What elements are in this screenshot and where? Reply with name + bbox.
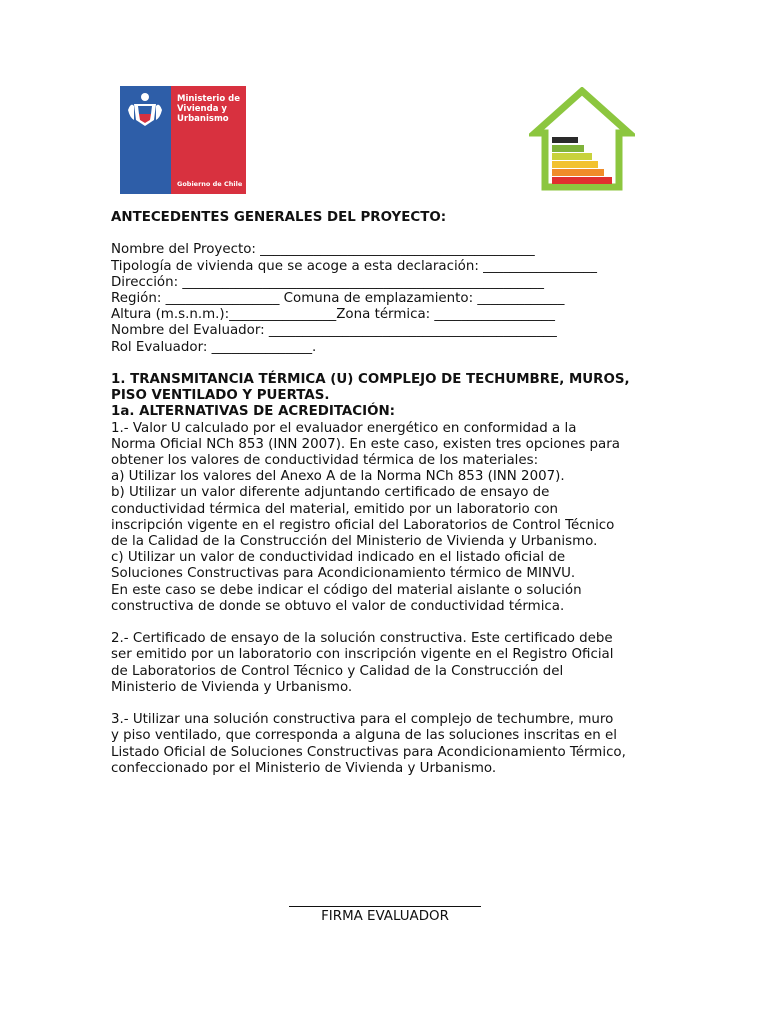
option-1-line: de la Calidad de la Construcción del Ministerio de Vivienda y Urbanismo.: [111, 534, 598, 550]
option-3-line: 3.- Utilizar una solución constructiva para el complejo de techumbre, muro: [111, 712, 614, 728]
field-evaluator-name: Nombre del Evaluador: ___________________________________________: [111, 323, 557, 339]
field-region-commune: Región: _________________ Comuna de emplazamiento: _____________: [111, 291, 565, 306]
option-3: [111, 712, 663, 777]
field-address: Dirección: ______________________________________________________: [111, 274, 544, 290]
option-2-line: de Laboratorios de Control Técnico y Calidad de la Construcción del: [111, 663, 564, 679]
option-2-line: Ministerio de Vivienda y Urbanismo.: [111, 679, 353, 695]
field-evaluator-role: Rol Evaluador: _______________.: [111, 339, 317, 355]
option-1-line: b) Utilizar un valor diferente adjuntando certificado de ensayo de: [111, 485, 550, 501]
option-1-line: Norma Oficial NCh 853 (INN 2007). En este caso, existen tres opciones para: [111, 436, 620, 452]
option-3-line: Listado Oficial de Soluciones Constructivas para Acondicionamiento Térmico,: [111, 744, 626, 760]
logo-blue-panel: [120, 86, 171, 194]
document-body: [111, 210, 663, 777]
field-housing-type: Tipología de vivienda que se acoge a esta declaración: _________________: [111, 258, 597, 274]
option-1-line: obtener los valores de conductividad térmica de los materiales:: [111, 453, 539, 469]
signature-line: [289, 906, 481, 907]
option-1-line: constructiva de donde se obtuvo el valor de conductividad térmica.: [111, 598, 565, 614]
heading-accreditation-alternatives: 1a. ALTERNATIVAS DE ACREDITACIÓN:: [111, 404, 396, 420]
option-1-line: c) Utilizar un valor de conductividad indicado en el listado oficial de: [111, 550, 566, 566]
option-1-line: 1.- Valor U calculado por el evaluador energético en conformidad a la: [111, 420, 577, 436]
option-3-line: confeccionado por el Ministerio de Vivienda y Urbanismo.: [111, 760, 497, 776]
logo-red-panel: [171, 86, 246, 194]
option-2: [111, 631, 663, 696]
section-title: ANTECEDENTES GENERALES DEL PROYECTO:: [111, 210, 447, 225]
signature-block: [289, 894, 481, 925]
option-1-line: Soluciones Constructivas para Acondicionamiento térmico de MINVU.: [111, 566, 576, 582]
option-1-line: En este caso se debe indicar el código del material aislante o solución: [111, 582, 582, 598]
ministry-logo: [120, 86, 246, 194]
logo-ministry-name: Ministerio de Vivienda y Urbanismo: [177, 94, 240, 124]
option-2-line: 2.- Certificado de ensayo de la solución constructiva. Este certificado debe: [111, 631, 613, 647]
option-1: [111, 421, 663, 615]
coat-of-arms-icon: [124, 90, 166, 130]
heading-thermal-transmittance: 1. TRANSMITANCIA TÉRMICA (U) COMPLEJO DE TECHUMBRE, MUROS, PISO VENTILADO Y PUERTAS.: [111, 372, 630, 404]
field-altitude-zone: Altura (m.s.n.m.):________________Zona térmica: __________________: [111, 307, 555, 323]
energy-house-icon: [529, 87, 635, 191]
option-1-line: inscripción vigente en el registro oficial del Laboratorios de Control Técnico: [111, 517, 615, 533]
option-3-line: y piso ventilado, que corresponda a alguna de las soluciones inscritas en el: [111, 728, 617, 744]
field-project-name: Nombre del Proyecto: _________________________________________: [111, 242, 535, 258]
logo-government-name: Gobierno de Chile: [177, 180, 243, 188]
option-2-line: ser emitido por un laboratorio con inscripción vigente en el Registro Oficial: [111, 647, 614, 663]
option-1-line: a) Utilizar los valores del Anexo A de la Norma NCh 853 (INN 2007).: [111, 469, 565, 485]
signature-label: FIRMA EVALUADOR: [321, 909, 449, 924]
option-1-line: conductividad térmica del material, emitido por un laboratorio con: [111, 501, 559, 517]
